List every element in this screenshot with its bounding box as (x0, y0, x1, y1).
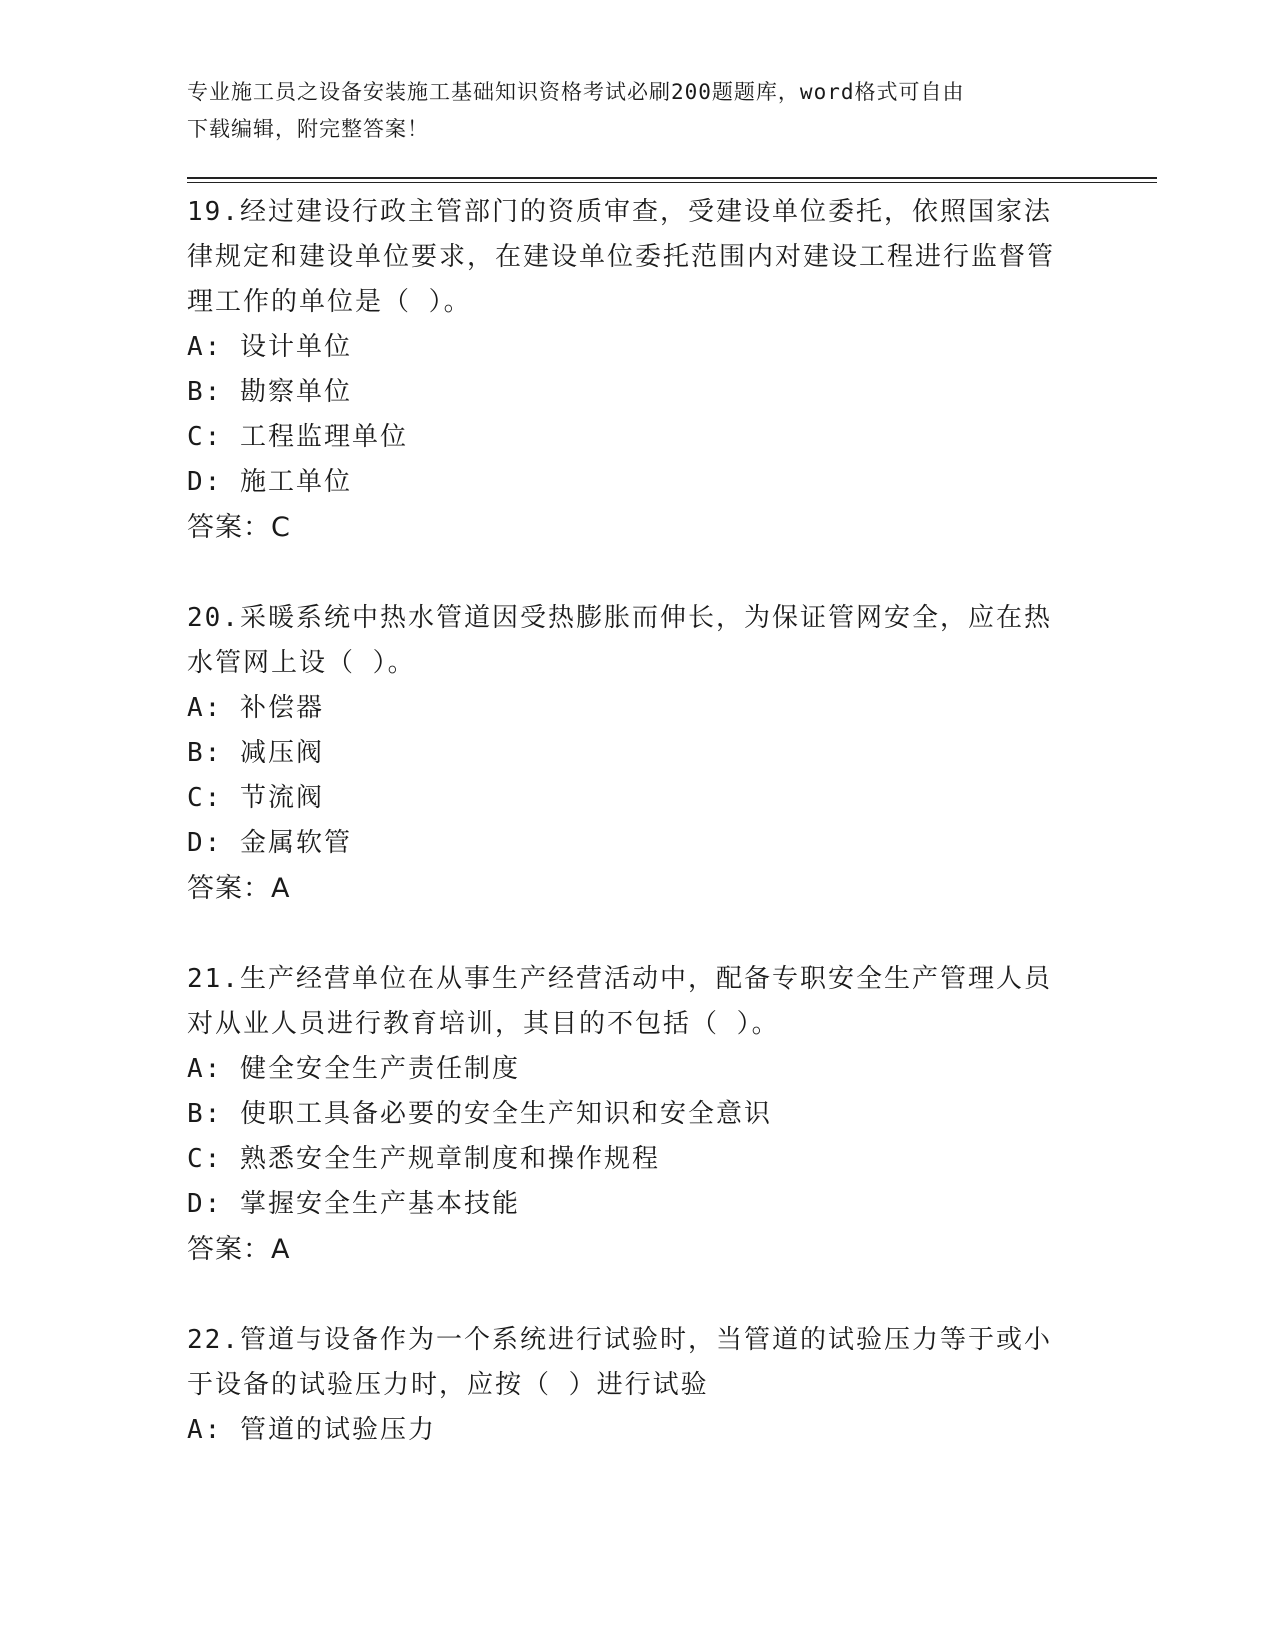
header-divider-thin (187, 182, 1157, 183)
header-intro-line-1: 专业施工员之设备安装施工基础知识资格考试必刷200题题库，word格式可自由 (187, 80, 965, 104)
question-list (187, 190, 1067, 1498)
question-22 (187, 1318, 1067, 1453)
question-19 (187, 190, 1067, 551)
header-intro-line-2: 下载编辑，附完整答案！ (187, 117, 429, 141)
option-b: B: 减压阀 (187, 738, 324, 768)
answer-label: 答案：C (187, 512, 291, 543)
option-a: A: 补偿器 (187, 693, 324, 723)
option-d: D: 掌握安全生产基本技能 (187, 1189, 520, 1219)
option-b: B: 使职工具备必要的安全生产知识和安全意识 (187, 1099, 772, 1129)
header-divider-thick (187, 177, 1157, 179)
option-c: C: 节流阀 (187, 783, 324, 813)
option-b: B: 勘察单位 (187, 377, 352, 407)
question-stem: 19.经过建设行政主管部门的资质审查，受建设单位委托，依照国家法律规定和建设单位要求，在建设单位委托范围内对建设工程进行监督管理工作的单位是（ ）。 (187, 197, 1056, 317)
option-c: C: 熟悉安全生产规章制度和操作规程 (187, 1144, 660, 1174)
document-header (187, 74, 1047, 148)
option-a: A: 健全安全生产责任制度 (187, 1054, 520, 1084)
answer-label: 答案：A (187, 873, 291, 904)
question-20 (187, 596, 1067, 912)
question-stem: 20.采暖系统中热水管道因受热膨胀而伸长，为保证管网安全，应在热水管网上设（ ）。 (187, 603, 1052, 678)
question-stem: 21.生产经营单位在从事生产经营活动中，配备专职安全生产管理人员对从业人员进行教育培训，其目的不包括（ ）。 (187, 964, 1052, 1039)
question-stem: 22.管道与设备作为一个系统进行试验时，当管道的试验压力等于或小于设备的试验压力时，应按（ ）进行试验 (187, 1325, 1052, 1400)
option-a: A: 管道的试验压力 (187, 1415, 436, 1445)
option-d: D: 施工单位 (187, 467, 352, 497)
question-21 (187, 957, 1067, 1273)
option-c: C: 工程监理单位 (187, 422, 408, 452)
option-d: D: 金属软管 (187, 828, 352, 858)
option-a: A: 设计单位 (187, 332, 352, 362)
answer-label: 答案：A (187, 1234, 291, 1265)
